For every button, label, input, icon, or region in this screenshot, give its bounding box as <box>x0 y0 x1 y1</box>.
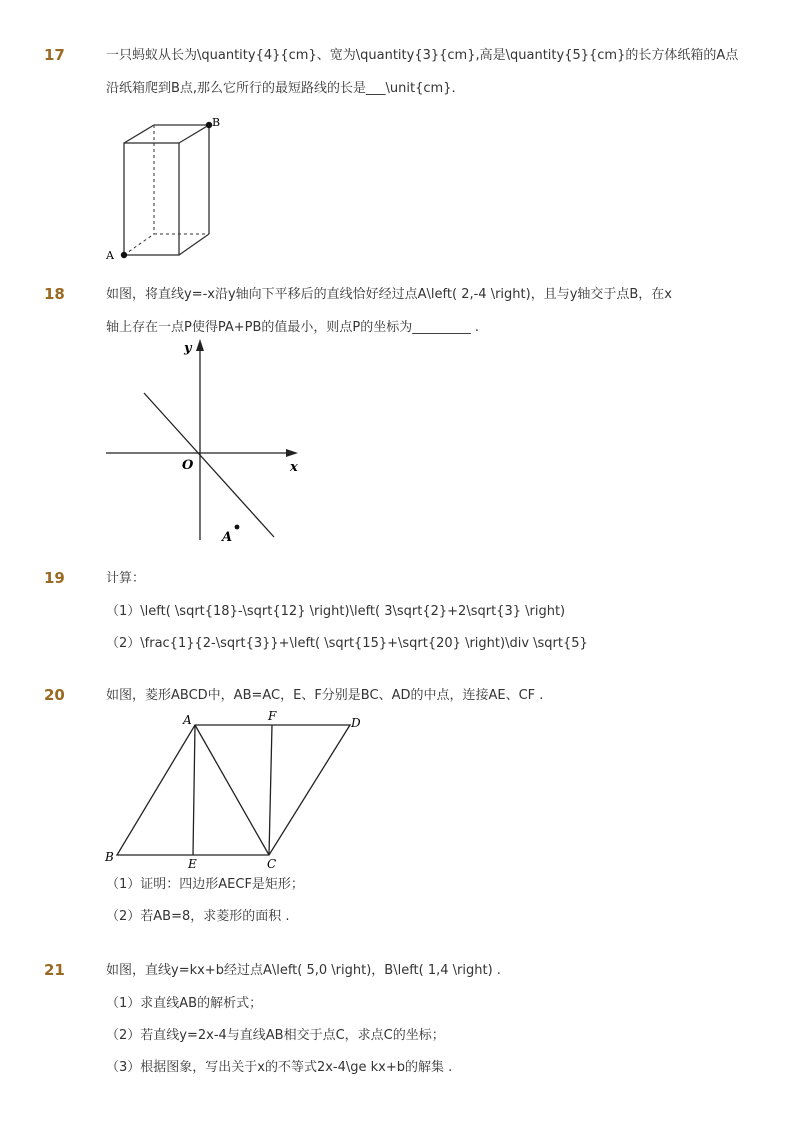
label-a: A <box>183 713 192 727</box>
rhombus-abcd <box>117 725 350 855</box>
question-21-number: 21 <box>44 961 65 979</box>
label-e: E <box>188 857 197 871</box>
question-18-number: 18 <box>44 285 65 303</box>
question-20-number: 20 <box>44 686 65 704</box>
question-21-part-2: （2）若直线y=2x-4与直线AB相交于点C，求点C的坐标； <box>106 1028 445 1043</box>
question-20-line-1: 如图，菱形ABCD中，AB=AC，E、F分别是BC、AD的中点，连接AE、CF . <box>106 688 544 703</box>
question-21-line-1: 如图，直线y=kx+b经过点A\left( 5,0 \right)，B\left( 1,4 \right) . <box>106 963 501 978</box>
rhombus-figure <box>100 708 370 873</box>
segment-ac <box>195 725 269 855</box>
y-label: y <box>184 341 192 356</box>
label-a: A <box>106 249 114 262</box>
label-b: B <box>212 116 221 129</box>
question-18-line-1: 如图，将直线y=-x沿y轴向下平移后的直线恰好经过点A\left( 2,-4 \right)，且与y轴交于点B，在x <box>106 287 672 302</box>
line-y-equals-neg-x <box>144 393 274 537</box>
x-label: x <box>290 460 298 475</box>
question-21-part-1: （1）求直线AB的解析式； <box>106 996 263 1011</box>
question-17-line-2: 沿纸箱爬到B点,那么它所行的最短路线的长是___\unit{cm}. <box>106 81 456 96</box>
point-a <box>121 252 127 258</box>
question-19-part-2: （2）\frac{1}{2-\sqrt{3}}+\left( \sqrt{15}+\sqrt{20} \right)\div \sqrt{5} <box>106 636 588 651</box>
coordinate-figure <box>100 335 310 550</box>
label-a: A <box>222 530 233 545</box>
question-17-number: 17 <box>44 46 65 64</box>
label-b: B <box>105 850 114 864</box>
segment-ae <box>193 725 195 855</box>
segment-cf <box>269 725 272 855</box>
origin-label: O <box>182 458 194 473</box>
point-a <box>235 525 240 530</box>
question-19-line-1: 计算： <box>106 571 146 586</box>
label-f: F <box>268 709 277 723</box>
question-19-number: 19 <box>44 569 65 587</box>
question-20-part-2: （2）若AB=8，求菱形的面积 . <box>106 909 290 924</box>
question-19-part-1: （1）\left( \sqrt{18}-\sqrt{12} \right)\left( 3\sqrt{2}+2\sqrt{3} \right) <box>106 604 566 619</box>
label-c: C <box>267 857 277 871</box>
label-d: D <box>351 716 361 730</box>
question-20-part-1: （1）证明：四边形AECF是矩形； <box>106 877 304 892</box>
question-17-line-1: 一只蚂蚁从长为\quantity{4}{cm}、宽为\quantity{3}{cm},高是\quantity{5}{cm}的长方体纸箱的A点 <box>106 48 739 63</box>
question-21-part-3: （3）根据图象，写出关于x的不等式2x-4\ge kx+b的解集 . <box>106 1060 453 1075</box>
question-18-line-2: 轴上存在一点P使得PA+PB的值最小，则点P的坐标为_________ . <box>106 320 479 335</box>
cuboid-figure <box>100 112 230 262</box>
